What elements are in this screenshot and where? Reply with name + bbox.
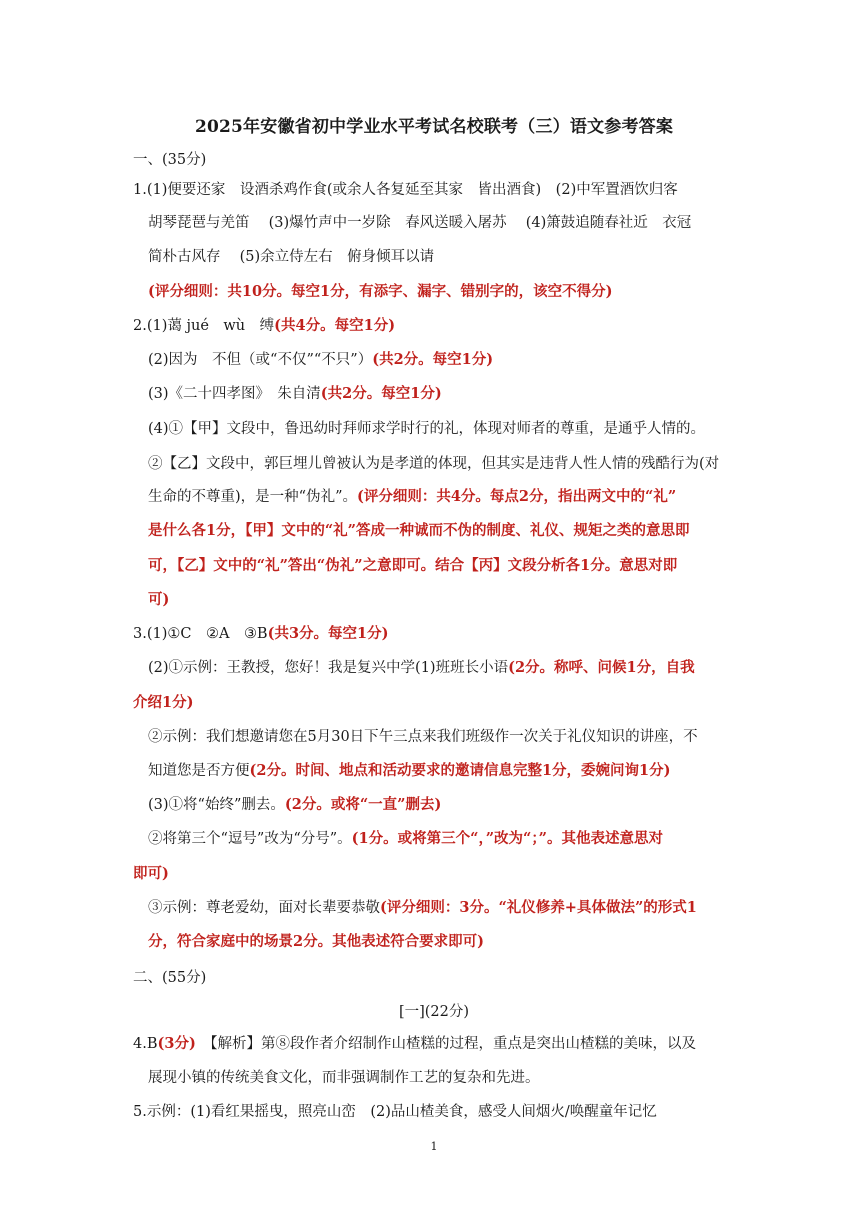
q3-part2-text: (2)①示例：王教授，您好！我是复兴中学(1)班班长小语 (148, 660, 509, 676)
q3-part2 (148, 658, 739, 678)
q3-part5-grading-cont: 即可) (133, 865, 169, 882)
q2-part4-text: 生命的不尊重)，是一种“伪礼”。 (148, 489, 357, 505)
q3-part6-grading: (评分细则：3分。“礼仪修养+具体做法”的形式1 (380, 899, 697, 916)
q2-part4-line-6: 可) (148, 591, 170, 608)
q3-part2-grading: (2分。称呼、问候1分，自我 (508, 659, 695, 676)
q2-part4-line-3 (148, 487, 739, 507)
q4-line-2: 展现小镇的传统美食文化，而非强调制作工艺的复杂和先进。 (148, 1070, 540, 1086)
q3-part2-grading-cont: 介绍1分) (133, 694, 194, 711)
q2-part4-grading: (评分细则：共4分。每点2分，指出两文中的“礼” (356, 488, 677, 505)
q1-line-2: 胡琴琵琶与羌笛 (3)爆竹声中一岁除 春风送暖入屠苏 (4)箫鼓追随春社近 衣冠 (148, 215, 692, 231)
q3-part6-grading-cont: 分，符合家庭中的场景2分。其他表述符合要求即可) (148, 933, 484, 950)
q1-grading: (评分细则：共10分。每空1分，有添字、漏字、错别字的，该空不得分) (148, 283, 613, 300)
q4-line-1 (133, 1034, 739, 1054)
q3-part3-grading: (2分。时间、地点和活动要求的邀请信息完整1分，委婉问询1分) (249, 762, 671, 779)
q3-part3-line-2 (148, 761, 739, 781)
q4-answer: 4.B (133, 1036, 158, 1052)
q2-part2-grading: (共2分。每空1分) (372, 351, 494, 368)
q3-part3-line-1: ②示例：我们想邀请您在5月30日下午三点来我们班级作一次关于礼仪知识的讲座，不 (148, 729, 698, 745)
q3-part5 (148, 829, 739, 849)
q3-part5-grading: (1分。或将第三个“，”改为“；”。其他表述意思对 (351, 830, 663, 847)
section-heading-2: 二、(55分) (133, 970, 207, 986)
q3-part4 (148, 795, 739, 815)
q3-part4-text: (3)①将“始终”删去。 (148, 797, 285, 813)
q4-grading: (3分) (157, 1035, 196, 1052)
q2-part1-grading: (共4分。每空1分) (274, 317, 396, 334)
q3-part4-grading: (2分。或将“一直”删去) (284, 796, 442, 813)
page-number: 1 (430, 1140, 438, 1153)
q2-part2 (148, 350, 739, 370)
q2-part2-text: (2)因为 不但（或“不仅”“不只”） (148, 352, 373, 368)
q3-part3-text: 知道您是否方便 (148, 763, 250, 779)
q2-part4-line-4: 是什么各1分，【甲】文中的“礼”答成一种诚而不伪的制度、礼仪、规矩之类的意思即 (148, 522, 690, 539)
q2-part1-text: 2.(1)蔼 jué wù 缚 (133, 318, 275, 334)
page-title: 2025年安徽省初中学业水平考试名校联考（三）语文参考答案 (194, 117, 674, 137)
q2-part4-line-1: (4)①【甲】文段中，鲁迅幼时拜师求学时行的礼，体现对师者的尊重，是通乎人情的。 (148, 421, 706, 437)
q2-part1 (133, 316, 739, 336)
q2-part4-line-2: ②【乙】文段中，郭巨埋儿曾被认为是孝道的体现，但其实是违背人性人情的残酷行为(对 (148, 456, 720, 472)
q4-analysis: 【解析】第⑧段作者介绍制作山楂糕的过程，重点是突出山楂糕的美味，以及 (195, 1036, 697, 1052)
section-heading-1: 一、(35分) (133, 152, 207, 168)
q2-part3-text: (3)《二十四孝图》 朱自清 (148, 386, 321, 402)
subsection-heading: [一](22分) (398, 1004, 470, 1020)
q3-part6-text: ③示例：尊老爱幼，面对长辈要恭敬 (148, 900, 380, 916)
q3-part6 (148, 898, 739, 918)
q3-part5-text: ②将第三个“逗号”改为“分号”。 (148, 831, 352, 847)
q1-line-3: 简朴古风存 (5)余立侍左右 俯身倾耳以请 (148, 249, 435, 265)
q2-part3 (148, 384, 739, 404)
q3-part1 (133, 624, 739, 644)
q3-part1-text: 3.(1)①C ②A ③B (133, 626, 268, 642)
q1-line-1: 1.(1)便要还家 设酒杀鸡作食(或余人各复延至其家 皆出酒食) (2)中军置酒饮归客 (133, 182, 678, 198)
q2-part3-grading: (共2分。每空1分) (320, 385, 442, 402)
q5-line-1: 5.示例：(1)看红果摇曳，照亮山峦 (2)品山楂美食，感受人间烟火/唤醒童年记忆 (133, 1104, 657, 1120)
q2-part4-line-5: 可，【乙】文中的“礼”答出“伪礼”之意即可。结合【丙】文段分析各1分。意思对即 (148, 557, 678, 574)
q3-part1-grading: (共3分。每空1分) (267, 625, 389, 642)
